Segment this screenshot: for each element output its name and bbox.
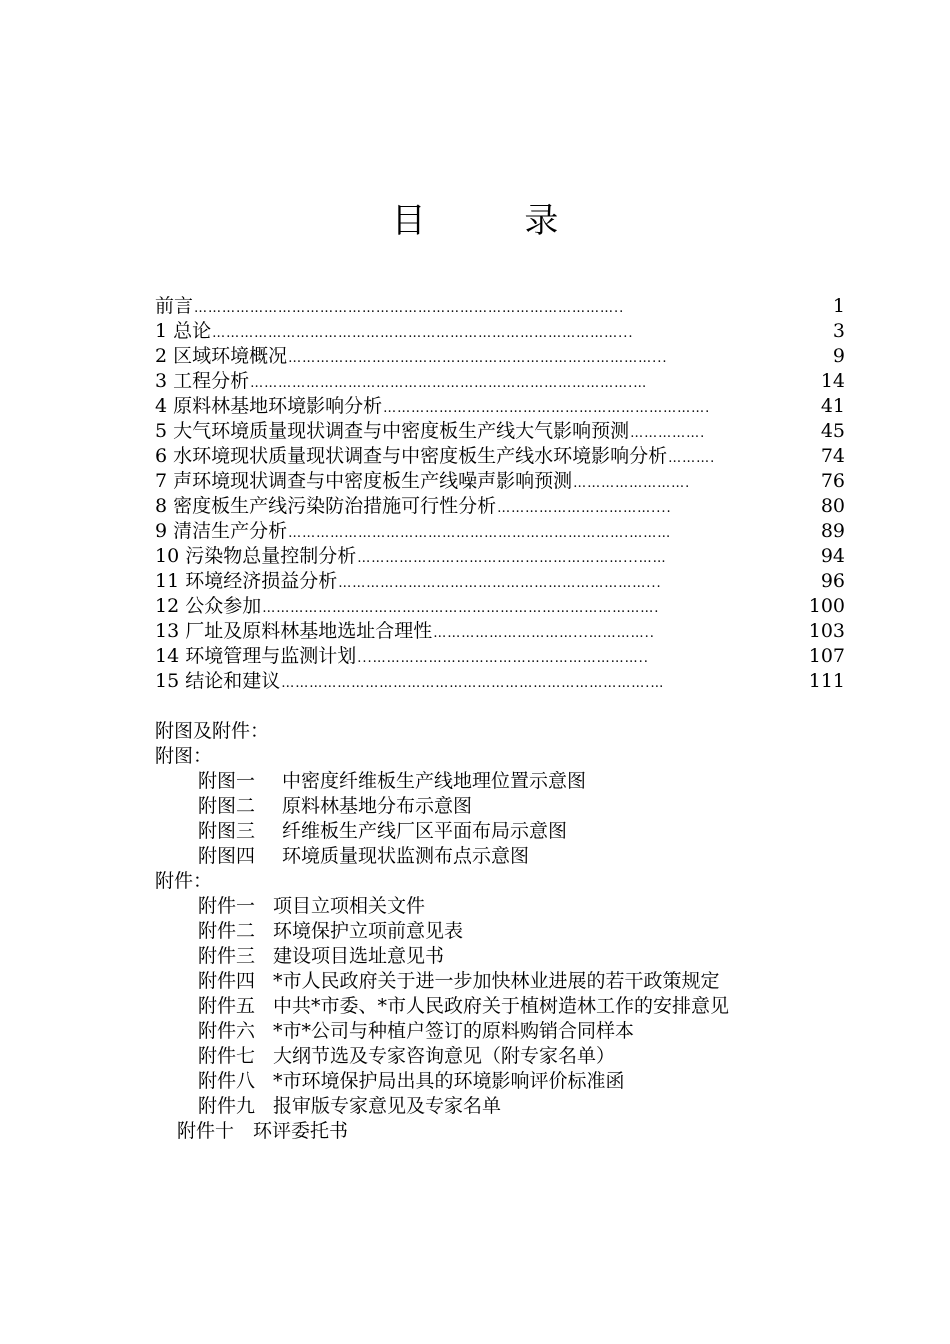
toc-page-number: 94: [820, 545, 845, 567]
toc-leader-dots: ……………………………………………………………….………: [288, 526, 672, 541]
attachment-title: *市人民政府关于进一步加快林业进展的若干政策规定: [273, 970, 720, 992]
attachment-number: 附件一: [198, 895, 256, 917]
figure-title: 原料林基地分布示意图: [282, 795, 473, 817]
attachment-item: [155, 919, 855, 944]
attachment-title: 环境保护立项前意见表: [273, 920, 464, 942]
toc-entry[interactable]: [155, 344, 845, 369]
figure-title: 环境质量现状监测布点示意图: [282, 845, 530, 867]
attachment-item: [155, 994, 855, 1019]
attachment-title: *市环境保护局出具的环境影响评价标准函: [273, 1070, 625, 1092]
attachment-item: [155, 969, 855, 994]
toc-entry-label: 3 工程分析: [155, 370, 250, 392]
table-of-contents: [155, 294, 845, 694]
toc-entry-label: 14 环境管理与监测计划: [155, 645, 357, 667]
toc-page-number: 107: [808, 645, 845, 667]
toc-entry-label: 15 结论和建议: [155, 670, 281, 692]
toc-leader-dots: …………………………...…………..: [433, 626, 655, 641]
toc-leader-dots: ……….: [668, 451, 716, 466]
toc-entry-label: 2 区域环境概况: [155, 345, 288, 367]
page-title: 目 录: [391, 201, 603, 241]
figure-item: [155, 844, 855, 869]
toc-leader-dots: …………………………………………………...……: [357, 551, 667, 566]
toc-page-number: 1: [832, 295, 845, 317]
toc-leader-dots: ………………………………………………………………………………..: [194, 301, 625, 316]
attachment-number: 附件四: [198, 970, 256, 992]
toc-entry-label: 9 清洁生产分析: [155, 520, 288, 542]
toc-entry[interactable]: [155, 544, 845, 569]
toc-page-number: 45: [820, 420, 845, 442]
toc-leader-dots: ……………………………………………………………………...: [288, 351, 668, 366]
toc-entry[interactable]: [155, 369, 845, 394]
attachment-title: 环评委托书: [253, 1120, 349, 1142]
toc-leader-dots: ……………………………………………………………………….…: [250, 376, 648, 391]
attachments-heading: 附件：: [155, 870, 213, 892]
toc-entry-label: 7 声环境现状调查与中密度板生产线噪声影响预测: [155, 470, 573, 492]
appendix-section: [155, 719, 855, 1144]
attachment-item: [155, 894, 855, 919]
toc-page-number: 96: [820, 570, 845, 592]
toc-entry-label: 前言: [155, 295, 194, 317]
toc-page-number: 14: [820, 370, 845, 392]
figure-number: 附图四: [198, 845, 256, 867]
figure-number: 附图二: [198, 795, 256, 817]
toc-entry[interactable]: [155, 569, 845, 594]
toc-entry[interactable]: [155, 644, 845, 669]
toc-page-number: 41: [820, 395, 845, 417]
attachment-item: [155, 1094, 855, 1119]
toc-entry[interactable]: [155, 469, 845, 494]
toc-leader-dots: …………………………………………………………...: [338, 576, 662, 591]
toc-entry[interactable]: [155, 444, 845, 469]
attachment-number: 附件六: [198, 1020, 256, 1042]
toc-page-number: 89: [820, 520, 845, 542]
figure-number: 附图一: [198, 770, 256, 792]
toc-page-number: 3: [832, 320, 845, 342]
attachment-title: *市*公司与种植户签订的原料购销合同样本: [273, 1020, 635, 1042]
attachment-title: 中共*市委、*市人民政府关于植树造林工作的安排意见: [273, 995, 730, 1017]
figures-heading: 附图：: [155, 745, 213, 767]
toc-page-number: 103: [808, 620, 845, 642]
toc-entry-label: 4 原料林基地环境影响分析: [155, 395, 383, 417]
toc-entry[interactable]: [155, 519, 845, 544]
attachment-number: 附件七: [198, 1045, 256, 1067]
toc-entry-label: 8 密度板生产线污染防治措施可行性分析: [155, 495, 497, 517]
toc-entry-label: 6 水环境现状质量现状调查与中密度板生产线水环境影响分析: [155, 445, 668, 467]
attachment-number: 附件二: [198, 920, 256, 942]
attachment-item: [155, 1069, 855, 1094]
toc-entry-label: 13 厂址及原料林基地选址合理性: [155, 620, 433, 642]
attachment-number: 附件三: [198, 945, 256, 967]
attachment-number: 附件九: [198, 1095, 256, 1117]
toc-leader-dots: …………….: [630, 426, 706, 441]
toc-leader-dots: …………………………………………………………….: [383, 401, 711, 416]
toc-entry-label: 12 公众参加: [155, 595, 262, 617]
toc-entry[interactable]: [155, 594, 845, 619]
toc-leader-dots: ……………………………....: [497, 501, 672, 516]
toc-page-number: 80: [820, 495, 845, 517]
toc-entry-label: 1 总论: [155, 320, 212, 342]
toc-entry[interactable]: [155, 669, 845, 694]
figure-item: [155, 769, 855, 794]
toc-entry[interactable]: [155, 619, 845, 644]
toc-page-number: 76: [820, 470, 845, 492]
attachment-item: [155, 1119, 855, 1144]
attachment-title: 报审版专家意见及专家名单: [273, 1095, 502, 1117]
toc-entry-label: 11 环境经济损益分析: [155, 570, 338, 592]
attachment-item: [155, 1044, 855, 1069]
toc-leader-dots: …………………………………………………………………….…: [281, 676, 665, 691]
toc-entry-label: 5 大气环境质量现状调查与中密度板生产线大气影响预测: [155, 420, 630, 442]
toc-leader-dots: ………………………………………………………………………….: [262, 601, 660, 616]
toc-leader-dots: …………………….: [573, 476, 691, 491]
figure-title: 纤维板生产线厂区平面布局示意图: [282, 820, 568, 842]
attachment-item: [155, 1019, 855, 1044]
attachment-title: 大纲节选及专家咨询意见（附专家名单）: [273, 1045, 616, 1067]
attachment-item: [155, 944, 855, 969]
toc-leader-dots: ...…………………………………………………..: [357, 651, 649, 666]
toc-entry[interactable]: [155, 419, 845, 444]
toc-entry[interactable]: [155, 319, 845, 344]
figure-item: [155, 794, 855, 819]
attachment-title: 建设项目选址意见书: [273, 945, 445, 967]
toc-page-number: 100: [808, 595, 845, 617]
toc-page-number: 9: [832, 345, 845, 367]
attachment-number: 附件十: [177, 1120, 235, 1142]
toc-page-number: 74: [820, 445, 845, 467]
attachment-number: 附件五: [198, 995, 256, 1017]
appendix-heading: 附图及附件：: [155, 720, 270, 742]
figure-number: 附图三: [198, 820, 256, 842]
toc-page-number: 111: [808, 670, 845, 692]
attachment-number: 附件八: [198, 1070, 256, 1092]
toc-entry-label: 10 污染物总量控制分析: [155, 545, 357, 567]
toc-entry[interactable]: [155, 394, 845, 419]
figure-item: [155, 819, 855, 844]
toc-leader-dots: ……………………………………………………………………………...: [212, 326, 634, 341]
toc-entry[interactable]: [155, 294, 845, 319]
toc-entry[interactable]: [155, 494, 845, 519]
attachment-title: 项目立项相关文件: [273, 895, 426, 917]
figure-title: 中密度纤维板生产线地理位置示意图: [282, 770, 587, 792]
